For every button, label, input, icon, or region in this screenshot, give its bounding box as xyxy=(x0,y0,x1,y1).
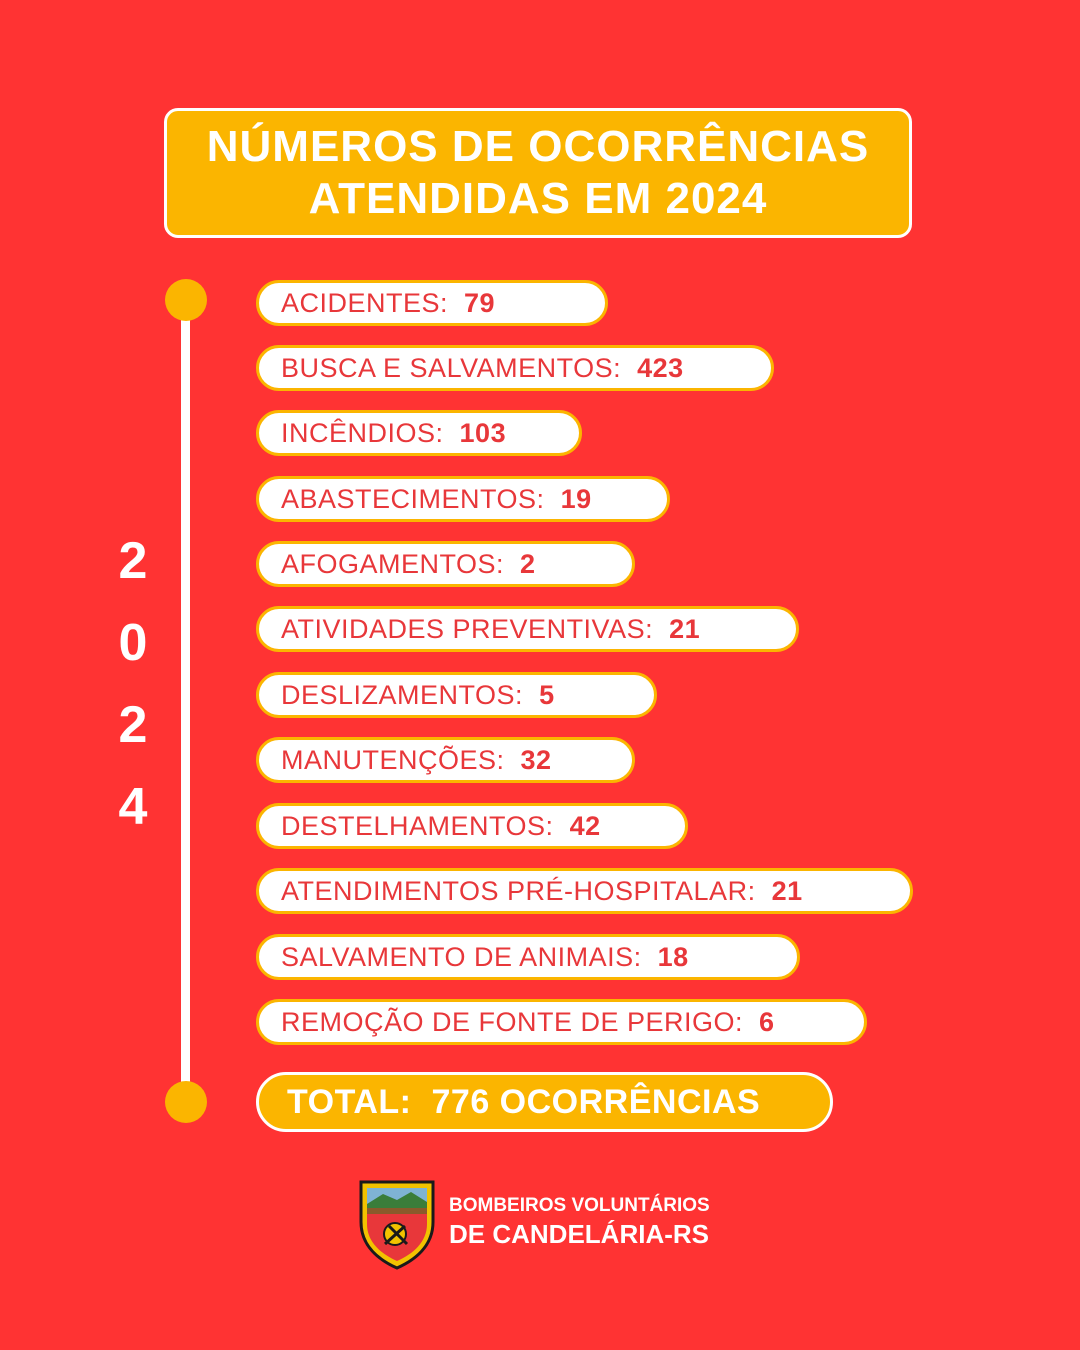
stat-value: 5 xyxy=(539,679,555,710)
stat-value: 19 xyxy=(560,483,592,514)
stat-item-acidentes xyxy=(256,280,608,326)
title-banner xyxy=(164,108,912,238)
total-label: TOTAL: xyxy=(287,1082,412,1121)
year-digit: 0 xyxy=(118,614,148,672)
stat-label: ATIVIDADES PREVENTIVAS: xyxy=(281,613,654,644)
stat-value: 18 xyxy=(657,941,689,972)
stat-value: 6 xyxy=(759,1006,775,1037)
total-banner xyxy=(256,1072,833,1132)
stat-item-salvamento-animais xyxy=(256,934,800,980)
stat-value: 103 xyxy=(459,417,507,448)
stat-value: 42 xyxy=(569,810,601,841)
stat-label: BUSCA E SALVAMENTOS: xyxy=(281,352,622,383)
stat-item-destelhamentos xyxy=(256,803,688,849)
footer-brand xyxy=(355,1174,710,1270)
stat-label: ACIDENTES: xyxy=(281,287,449,318)
org-name-line-2: DE CANDELÁRIA-RS xyxy=(449,1219,709,1249)
stat-label: INCÊNDIOS: xyxy=(281,417,444,448)
stat-item-manutencoes xyxy=(256,737,635,783)
title-line-1: NÚMEROS DE OCORRÊNCIAS xyxy=(206,122,870,171)
year-vertical xyxy=(105,520,161,848)
year-digit: 2 xyxy=(118,696,148,754)
stat-item-atividades-preventivas xyxy=(256,606,799,652)
stat-value: 2 xyxy=(520,548,536,579)
stat-item-atendimentos-pre-hospitalar xyxy=(256,868,913,914)
year-digit: 4 xyxy=(118,778,148,836)
timeline-line xyxy=(181,300,190,1103)
stat-value: 21 xyxy=(771,875,803,906)
timeline-dot-top xyxy=(165,279,207,321)
stat-item-incendios xyxy=(256,410,582,456)
year-digit: 2 xyxy=(118,532,148,590)
stat-item-deslizamentos xyxy=(256,672,657,718)
stat-label: ABASTECIMENTOS: xyxy=(281,483,545,514)
stat-label: REMOÇÃO DE FONTE DE PERIGO: xyxy=(281,1006,744,1037)
org-name-line-1: BOMBEIROS VOLUNTÁRIOS xyxy=(449,1195,710,1216)
timeline-dot-bottom xyxy=(165,1081,207,1123)
stat-label: DESLIZAMENTOS: xyxy=(281,679,524,710)
total-value: 776 OCORRÊNCIAS xyxy=(431,1082,761,1121)
stat-label: SALVAMENTO DE ANIMAIS: xyxy=(281,941,642,972)
stat-label: AFOGAMENTOS: xyxy=(281,548,505,579)
stat-label: MANUTENÇÕES: xyxy=(281,744,505,775)
stat-item-afogamentos xyxy=(256,541,635,587)
stat-value: 423 xyxy=(637,352,684,383)
stat-item-abastecimentos xyxy=(256,476,670,522)
stat-value: 21 xyxy=(669,613,701,644)
stat-item-remocao-fonte-perigo xyxy=(256,999,867,1045)
stat-item-busca-salvamentos xyxy=(256,345,774,391)
title-line-2: ATENDIDAS EM 2024 xyxy=(308,174,768,223)
stat-value: 32 xyxy=(520,744,552,775)
stat-value: 79 xyxy=(464,287,496,318)
stat-label: ATENDIMENTOS PRÉ-HOSPITALAR: xyxy=(281,875,756,906)
stat-label: DESTELHAMENTOS: xyxy=(281,810,554,841)
fire-brigade-shield-icon xyxy=(355,1174,439,1270)
org-name xyxy=(449,1194,710,1250)
